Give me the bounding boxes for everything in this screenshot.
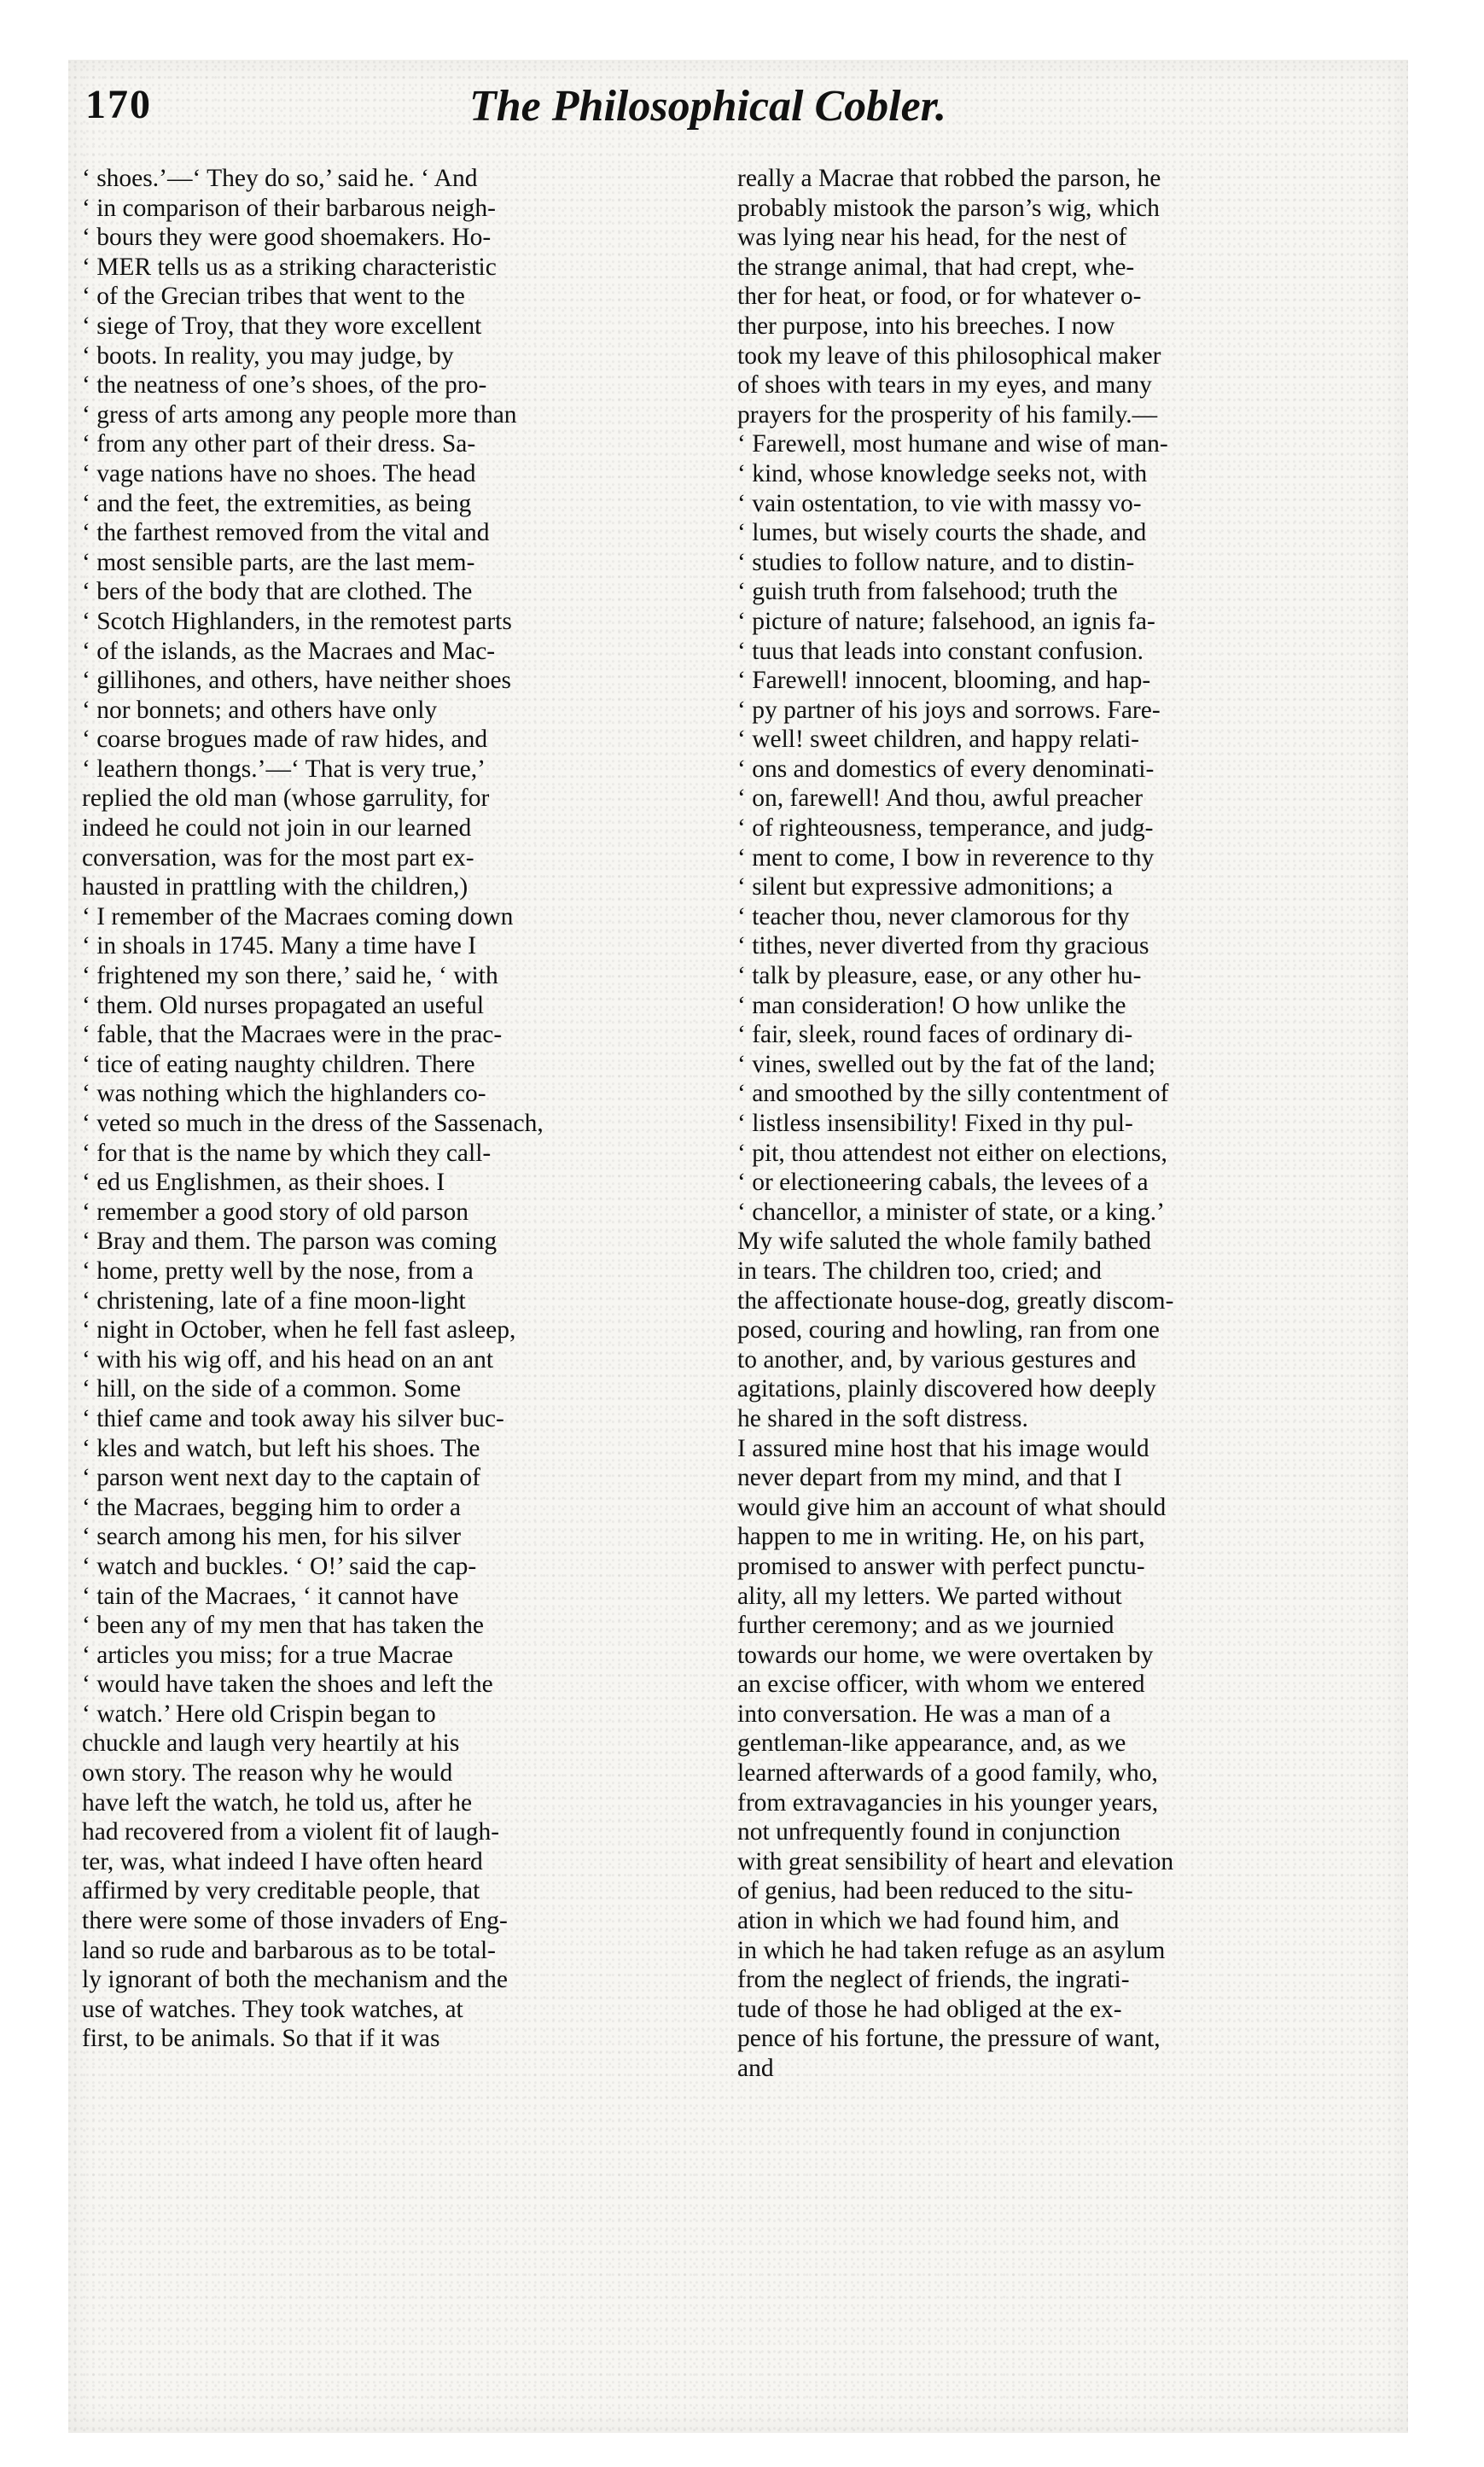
text-line: conversation, was for the most part ex- [82,843,474,872]
text-line: ‘ chancellor, a minister of state, or a king.’ [737,1198,1165,1226]
text-line: of shoes with tears in my eyes, and many [737,371,1152,400]
text-line: ‘ MER tells us as a striking characteristic [82,253,497,281]
text-line: ‘ Farewell! innocent, blooming, and hap- [737,667,1151,695]
text-line: had recovered from a violent fit of laugh- [82,1818,500,1846]
text-line: ‘ silent but expressive admonitions; a [737,873,1113,901]
text-line: really a Macrae that robbed the parson, he [737,165,1161,192]
text-line: ‘ gress of arts among any people more than [82,400,517,429]
text-line: ‘ in shoals in 1745. Many a time have I [82,932,477,960]
text-line: ‘ or electioneering cabals, the levees of a [737,1169,1149,1197]
text-line: ‘ search among his men, for his silver [82,1523,462,1551]
text-line: ‘ with his wig off, and his head on an ant [82,1345,494,1373]
text-line: ‘ home, pretty well by the nose, from a [82,1257,474,1285]
text-line: replied the old man (whose garrulity, for [82,784,490,813]
text-line: ‘ Farewell, most humane and wise of man- [737,430,1168,458]
text-line: further ceremony; and as we journied [737,1612,1114,1640]
text-line: was lying near his head, for the nest of [737,224,1127,252]
text-line: own story. The reason why he would [82,1759,453,1788]
text-line: ‘ bers of the body that are clothed. The [82,578,473,606]
text-line: ‘ thief came and took away his silver buc- [82,1404,504,1432]
text-line: ter, was, what indeed I have often heard [82,1847,483,1875]
text-line: with great sensibility of heart and elevation [737,1847,1174,1875]
text-line: I assured mine host that his image would [737,1434,1149,1462]
text-line: ‘ nor bonnets; and others have only [82,696,438,724]
text-line: ‘ and the feet, the extremities, as being [82,489,472,517]
text-line: ‘ guish truth from falsehood; truth the [737,578,1118,606]
text-line: ‘ watch and buckles. ‘ O!’ said the cap- [82,1552,477,1580]
text-line: ‘ of the islands, as the Macraes and Mac- [82,637,496,665]
text-line: ‘ them. Old nurses propagated an useful [82,991,485,1019]
text-line: ‘ listless insensibility! Fixed in thy pul- [737,1110,1133,1137]
text-line: ‘ of righteousness, temperance, and judg- [737,814,1154,843]
text-line: tude of those he had obliged at the ex- [737,1995,1122,2023]
text-line: and [737,2055,774,2082]
text-line: prayers for the prosperity of his family.— [737,400,1158,429]
left-column [82,164,696,2054]
text-line: posed, couring and howling, ran from one [737,1316,1160,1344]
text-line: ‘ from any other part of their dress. Sa- [82,430,476,458]
text-line: ‘ tice of eating naughty children. There [82,1050,475,1078]
text-line: ‘ vage nations have no shoes. The head [82,459,476,487]
page-header [85,81,1382,141]
text-line: ‘ talk by pleasure, ease, or any other hu- [737,962,1142,990]
text-line: land so rude and barbarous as to be total- [82,1936,496,1964]
text-line: ‘ pit, thou attendest not either on elections, [737,1139,1167,1167]
text-line: ‘ vain ostentation, to vie with massy vo- [737,489,1142,517]
text-line: there were some of those invaders of Eng- [82,1907,508,1935]
text-line: ‘ ed us Englishmen, as their shoes. I [82,1169,445,1197]
text-line: the strange animal, that had crept, whe- [737,253,1135,281]
text-line: ‘ on, farewell! And thou, awful preacher [737,784,1144,813]
text-line: ‘ and smoothed by the silly contentment of [737,1080,1169,1108]
text-line: ‘ fable, that the Macraes were in the prac- [82,1021,503,1049]
text-line: ‘ was nothing which the highlanders co- [82,1080,486,1108]
text-line: ‘ most sensible parts, are the last mem- [82,548,475,576]
text-line: ‘ gillihones, and others, have neither shoes [82,667,512,695]
text-line: ‘ kind, whose knowledge seeks not, with [737,459,1148,487]
text-line: ‘ remember a good story of old parson [82,1198,469,1226]
running-title: The Philosophical Cobler. [469,82,947,131]
text-line: ‘ for that is the name by which they call- [82,1139,492,1167]
text-line: never depart from my mind, and that I [737,1464,1122,1492]
text-line: ‘ boots. In reality, you may judge, by [82,341,454,370]
text-line: ‘ teacher thou, never clamorous for thy [737,902,1130,930]
text-line: from extravagancies in his younger years, [737,1788,1159,1817]
text-line: ther for heat, or food, or for whatever o- [737,283,1142,311]
text-line: ‘ man consideration! O how unlike the [737,991,1126,1019]
text-line: promised to answer with perfect punctu- [737,1552,1145,1580]
text-line: ‘ ment to come, I bow in reverence to thy [737,843,1155,872]
text-line: have left the watch, he told us, after he [82,1788,473,1817]
text-line: ‘ Scotch Highlanders, in the remotest parts [82,607,512,635]
text-line: happen to me in writing. He, on his part, [737,1523,1145,1551]
text-line: My wife saluted the whole family bathed [737,1228,1151,1256]
text-line: use of watches. They took watches, at [82,1995,463,2023]
text-line: ly ignorant of both the mechanism and the [82,1966,508,1994]
text-line: ‘ the Macraes, begging him to order a [82,1493,461,1521]
text-line: ‘ would have taken the shoes and left the [82,1671,493,1699]
text-line: took my leave of this philosophical maker [737,341,1161,370]
text-line: ‘ I remember of the Macraes coming down [82,902,514,930]
page-number: 170 [85,82,152,127]
text-line: ther purpose, into his breeches. I now [737,312,1115,340]
text-line: in which he had taken refuge as an asylum [737,1936,1166,1964]
text-line: pence of his fortune, the pressure of want, [737,2025,1161,2053]
text-line: he shared in the soft distress. [737,1404,1028,1432]
text-line: ‘ christening, late of a fine moon-light [82,1286,466,1315]
text-line: ality, all my letters. We parted without [737,1582,1122,1610]
text-line: ‘ frightened my son there,’ said he, ‘ with [82,962,498,990]
text-line: ‘ siege of Troy, that they wore excellent [82,312,482,340]
text-line: ‘ in comparison of their barbarous neigh- [82,194,496,222]
text-line: not unfrequently found in conjunction [737,1818,1120,1846]
text-line: ation in which we had found him, and [737,1907,1120,1935]
text-line: of genius, had been reduced to the situ- [737,1877,1133,1905]
text-line: ‘ veted so much in the dress of the Sassenach, [82,1110,544,1137]
text-line: ‘ well! sweet children, and happy relati- [737,726,1139,754]
text-line: towards our home, we were overtaken by [737,1641,1154,1669]
text-line: ‘ hill, on the side of a common. Some [82,1375,462,1403]
text-line: ‘ lumes, but wisely courts the shade, and [737,519,1147,547]
text-line: probably mistook the parson’s wig, which [737,194,1160,222]
text-line: ‘ vines, swelled out by the fat of the land; [737,1050,1155,1078]
text-line: ‘ Bray and them. The parson was coming [82,1228,498,1256]
text-line: gentleman-like appearance, and, as we [737,1729,1126,1758]
text-line: ‘ leathern thongs.’—‘ That is very true,’ [82,755,486,783]
text-line: hausted in prattling with the children,) [82,873,468,901]
text-line: ‘ been any of my men that has taken the [82,1612,485,1640]
text-line: ‘ the neatness of one’s shoes, of the pro- [82,371,487,400]
text-line: ‘ watch.’ Here old Crispin began to [82,1700,436,1728]
text-line: to another, and, by various gestures and [737,1345,1137,1373]
text-line: ‘ articles you miss; for a true Macrae [82,1641,453,1669]
text-line: agitations, plainly discovered how deeply [737,1375,1156,1403]
text-line: learned afterwards of a good family, who, [737,1759,1158,1788]
text-line: ‘ shoes.’—‘ They do so,’ said he. ‘ And [82,165,478,192]
text-line: ‘ parson went next day to the captain of [82,1464,480,1492]
text-line: affirmed by very creditable people, that [82,1877,480,1905]
text-line: chuckle and laugh very heartily at his [82,1729,460,1758]
text-line: ‘ bours they were good shoemakers. Ho- [82,224,492,252]
text-line: ‘ py partner of his joys and sorrows. Fare- [737,696,1161,724]
right-column [737,164,1352,2084]
text-line: in tears. The children too, cried; and [737,1257,1103,1285]
text-line: indeed he could not join in our learned [82,814,472,843]
text-line: ‘ picture of nature; falsehood, an ignis fa- [737,607,1155,635]
text-line: ‘ ons and domestics of every denominati- [737,755,1155,783]
text-line: ‘ fair, sleek, round faces of ordinary di- [737,1021,1133,1049]
text-line: ‘ night in October, when he fell fast asleep, [82,1316,516,1344]
text-line: ‘ kles and watch, but left his shoes. The [82,1434,480,1462]
text-line: the affectionate house-dog, greatly discom- [737,1286,1174,1315]
text-line: ‘ tain of the Macraes, ‘ it cannot have [82,1582,459,1610]
text-line: first, to be animals. So that if it was [82,2025,440,2053]
text-line: into conversation. He was a man of a [737,1700,1111,1728]
text-line: an excise officer, with whom we entered [737,1671,1145,1699]
text-line: ‘ tuus that leads into constant confusion. [737,637,1144,665]
text-line: from the neglect of friends, the ingrati- [737,1966,1130,1994]
text-line: ‘ of the Grecian tribes that went to the [82,283,465,311]
text-line: ‘ studies to follow nature, and to distin- [737,548,1135,576]
text-line: would give him an account of what should [737,1493,1167,1521]
text-line: ‘ coarse brogues made of raw hides, and [82,726,488,754]
text-line: ‘ tithes, never diverted from thy gracious [737,932,1149,960]
text-line: ‘ the farthest removed from the vital and [82,519,490,547]
